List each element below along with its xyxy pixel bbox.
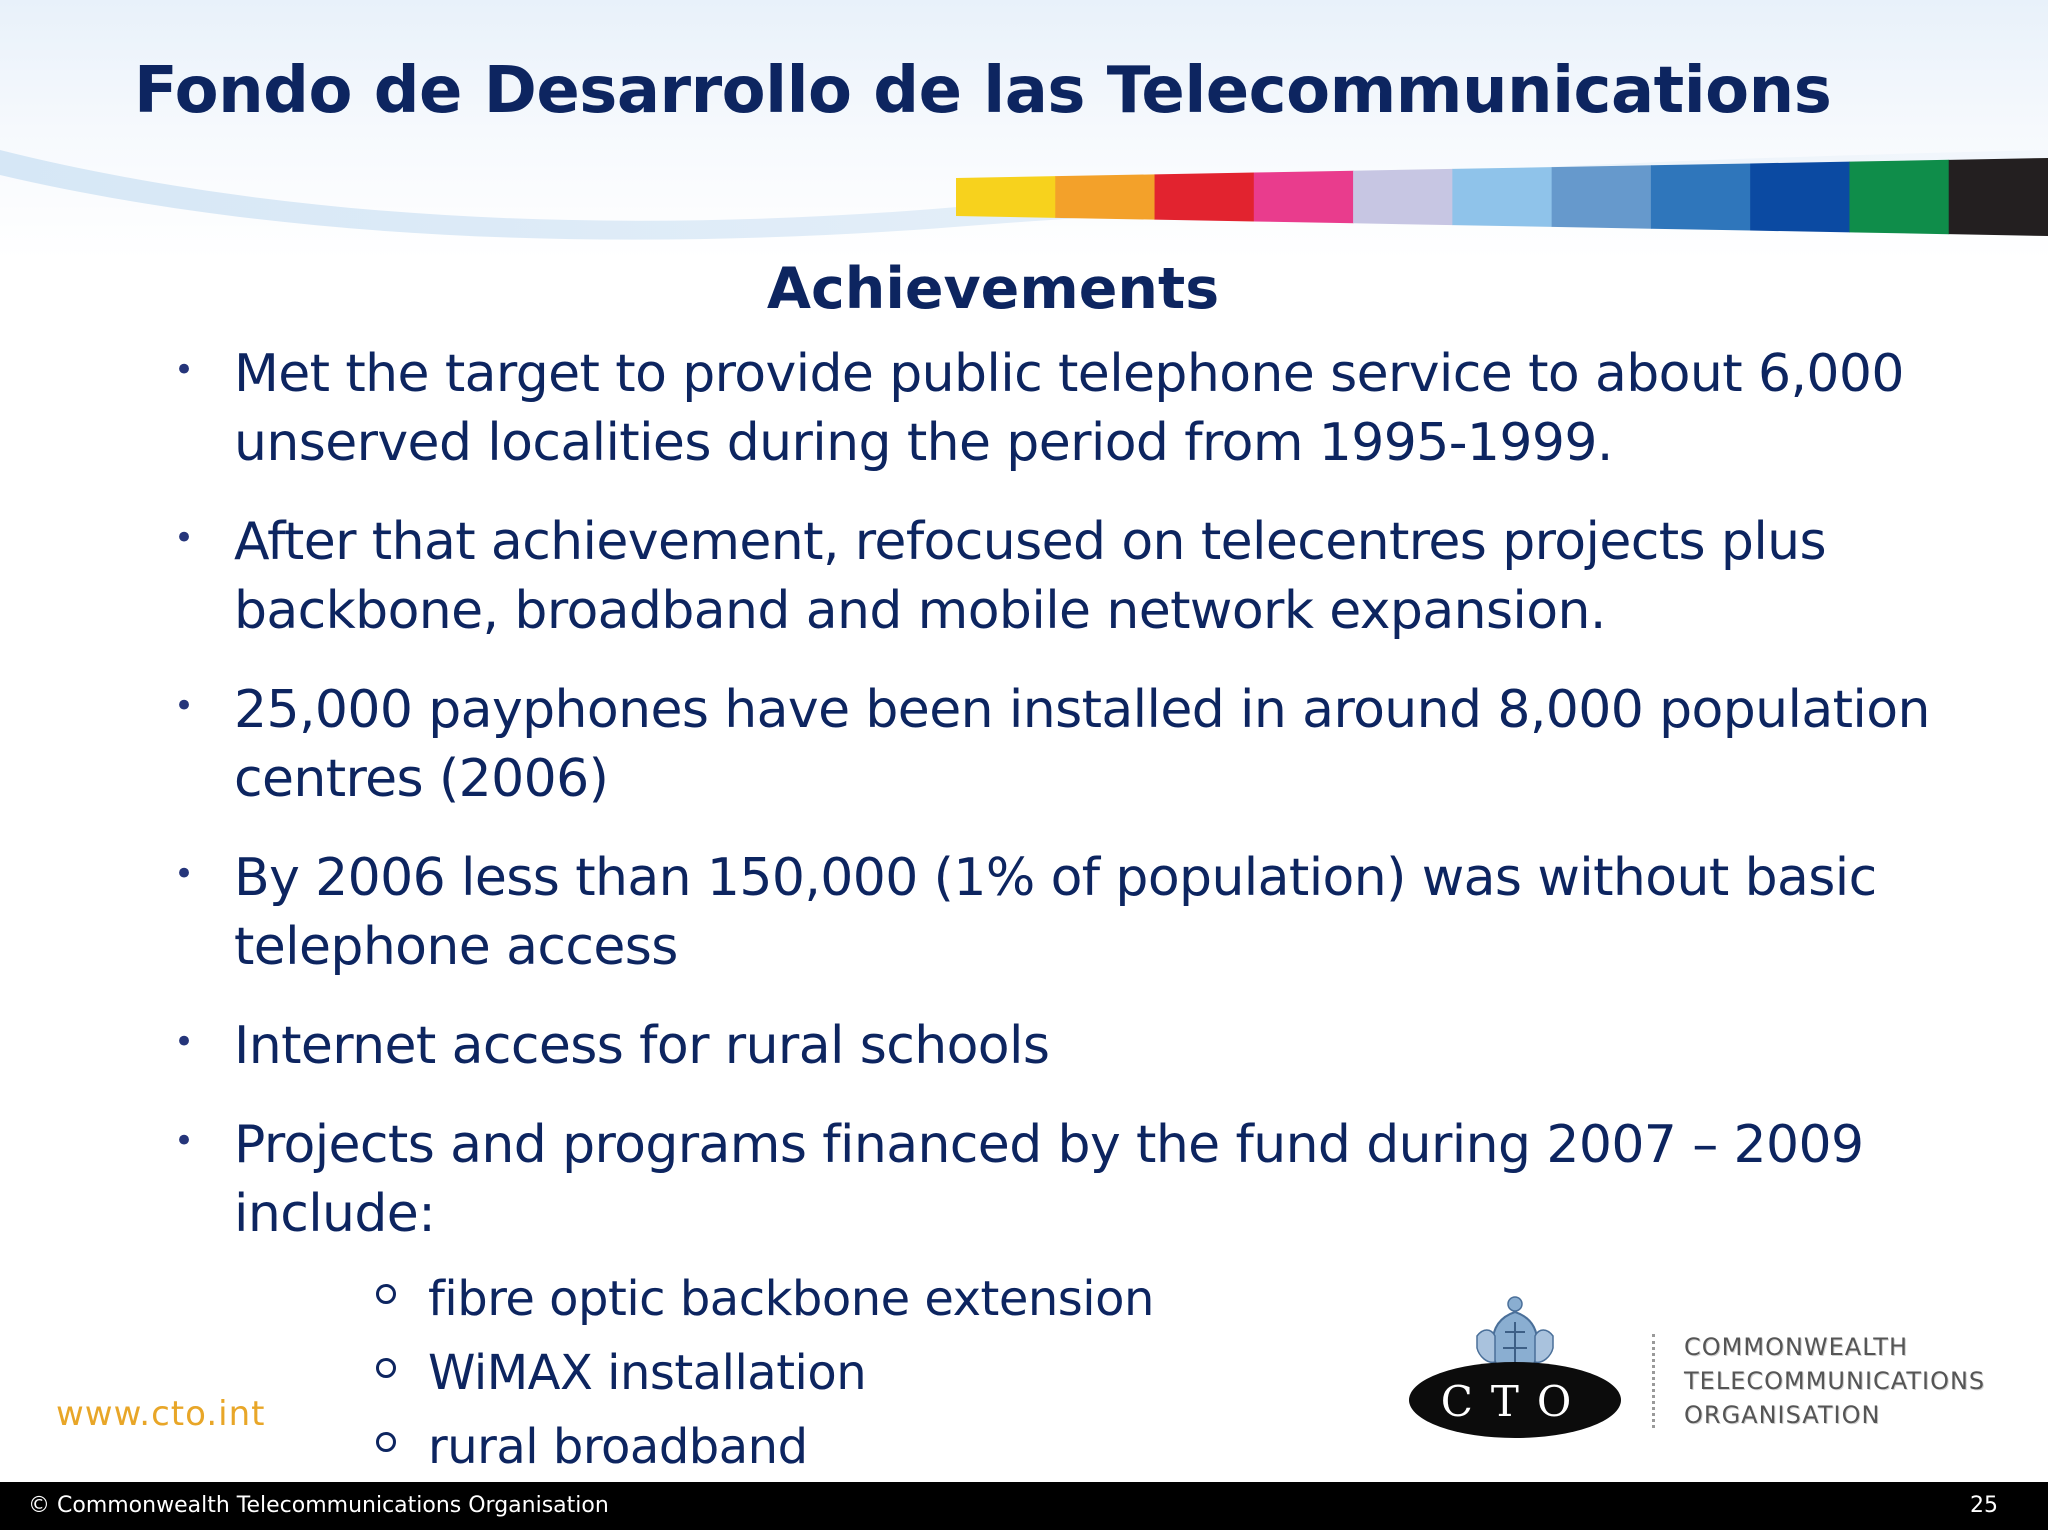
color-stripe-segment: [1552, 165, 1652, 228]
bullet-item: [0, 1111, 2048, 1249]
org-name-line: COMMONWEALTH: [1684, 1333, 1908, 1361]
hollow-circle-icon: [376, 1358, 396, 1378]
section-heading: Achievements: [766, 256, 1220, 322]
sub-bullet-list: [0, 1262, 1200, 1484]
bullet-marker: •: [174, 1121, 194, 1161]
bullet-list: [0, 340, 2048, 1279]
bullet-item: [0, 844, 2048, 982]
hollow-circle-icon: [376, 1284, 396, 1304]
color-stripe-segment: [1155, 173, 1255, 222]
bullet-text: Projects and programs financed by the fund during 2007 – 2009 include:: [234, 1115, 1864, 1244]
website-url[interactable]: www.cto.int: [56, 1394, 266, 1434]
organisation-name: [1684, 1330, 1985, 1432]
page-number: 25: [1970, 1493, 1998, 1518]
logo-divider: [1652, 1334, 1655, 1428]
color-stripe-segment: [1651, 163, 1751, 230]
slide-title: Fondo de Desarrollo de las Telecommunications: [134, 54, 1832, 128]
bullet-text: By 2006 less than 150,000 (1% of population) was without basic telephone access: [234, 848, 1877, 977]
bullet-marker: •: [174, 854, 194, 894]
bullet-marker: •: [174, 518, 194, 558]
color-stripe-segment: [1254, 171, 1354, 224]
color-stripe-segment: [1849, 160, 1949, 234]
bullet-marker: •: [174, 350, 194, 390]
color-stripe-segment: [1452, 167, 1552, 227]
color-stripe-segment: [1055, 174, 1155, 219]
footer-bar: [0, 1482, 2048, 1530]
bullet-text: Met the target to provide public telephone service to about 6,000 unserved localities during the period from 1995-1999.: [234, 344, 1904, 473]
color-stripe-segment: [1750, 162, 1850, 233]
bullet-item: [0, 508, 2048, 646]
bullet-marker: •: [174, 1022, 194, 1062]
sub-bullet-text: rural broadband: [428, 1419, 808, 1475]
color-stripe-segment: [956, 176, 1056, 218]
org-name-line: ORGANISATION: [1684, 1401, 1881, 1429]
bullet-text: After that achievement, refocused on telecentres projects plus backbone, broadband and mobile network expansion.: [234, 512, 1827, 641]
hollow-circle-icon: [376, 1432, 396, 1452]
color-stripe-segment: [1353, 169, 1453, 225]
bullet-item: [0, 1012, 2048, 1081]
sub-bullet-text: WiMAX installation: [428, 1345, 867, 1401]
bullet-text: Internet access for rural schools: [234, 1016, 1050, 1076]
bullet-item: [0, 676, 2048, 814]
bullet-item: [0, 340, 2048, 478]
cto-logo-emblem: [1405, 1292, 1625, 1442]
sub-bullet-text: fibre optic backbone extension: [428, 1271, 1154, 1327]
color-stripe-segment: [1949, 158, 2048, 236]
footer-copyright: © Commonwealth Telecommunications Organisation: [28, 1493, 609, 1518]
sub-bullet-item: [0, 1262, 1200, 1336]
cto-logo-text: CTO: [1440, 1377, 1590, 1426]
org-name-line: TELECOMMUNICATIONS: [1684, 1367, 1986, 1395]
bullet-text: 25,000 payphones have been installed in around 8,000 population centres (2006): [234, 680, 1930, 809]
bullet-marker: •: [174, 686, 194, 726]
